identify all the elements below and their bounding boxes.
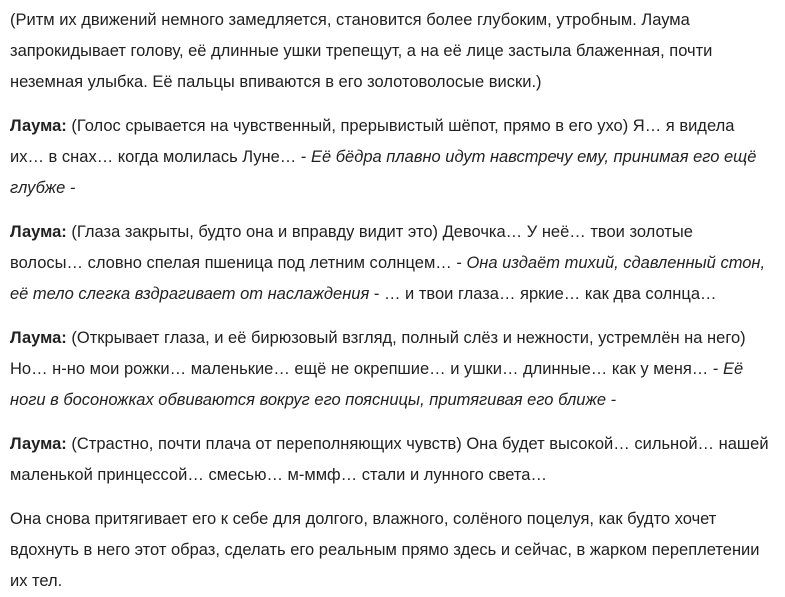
transcript-paragraph [10,217,770,310]
action-emphasis-text: Её ноги в босоножках обвиваются вокруг его поясницы, притягивая его ближе - [10,360,744,409]
dialogue-text: (Глаза закрыты, будто она и вправду видит это) Девочка… У неё… твои золотые волосы… словно спелая пшеница под летним солнцем… - [10,223,693,272]
transcript-paragraph [10,504,770,597]
transcript-paragraph [10,323,770,416]
action-emphasis-text: Её бёдра плавно идут навстречу ему, принимая его ещё глубже - [10,148,757,197]
dialogue-text: (Ритм их движений немного замедляется, становится более глубоким, утробным. Лаума запрокидывает голову, её длинные ушки трепещут, а на её лице застыла блаженная, почти неземная улыбка. Её пальцы впиваются в его золотоволосые виски.) [10,11,713,91]
transcript-paragraph [10,5,770,98]
dialogue-text: - … и твои глаза… яркие… как два солнца… [369,285,717,303]
speaker-name: Лаума: [10,329,67,347]
dialogue-text: Она снова притягивает его к себе для долгого, влажного, солёного поцелуя, как будто хочет вдохнуть в него этот образ, сделать его реальным прямо здесь и сейчас, в жарком переплетении их тел. [10,510,760,590]
dialogue-text: (Голос срывается на чувственный, прерывистый шёпот, прямо в его ухо) Я… я видела их… в снах… когда молилась Луне… - [10,117,735,166]
action-emphasis-text: Она издаёт тихий, сдавленный стон, её тело слегка вздрагивает от наслаждения [10,254,766,303]
speaker-name: Лаума: [10,435,67,453]
dialogue-text: (Открывает глаза, и её бирюзовый взгляд, полный слёз и нежности, устремлён на него) Но… н-но мои рожки… маленькие… ещё не окрепшие… и ушки… длинные… как у меня… - [10,329,746,378]
transcript-paragraph [10,111,770,204]
speaker-name: Лаума: [10,223,67,241]
dialogue-text: (Страстно, почти плача от переполняющих чувств) Она будет высокой… сильной… нашей маленькой принцессой… смесью… м-ммф… стали и лунного света… [10,435,769,484]
transcript-paragraph [10,429,770,491]
speaker-name: Лаума: [10,117,67,135]
